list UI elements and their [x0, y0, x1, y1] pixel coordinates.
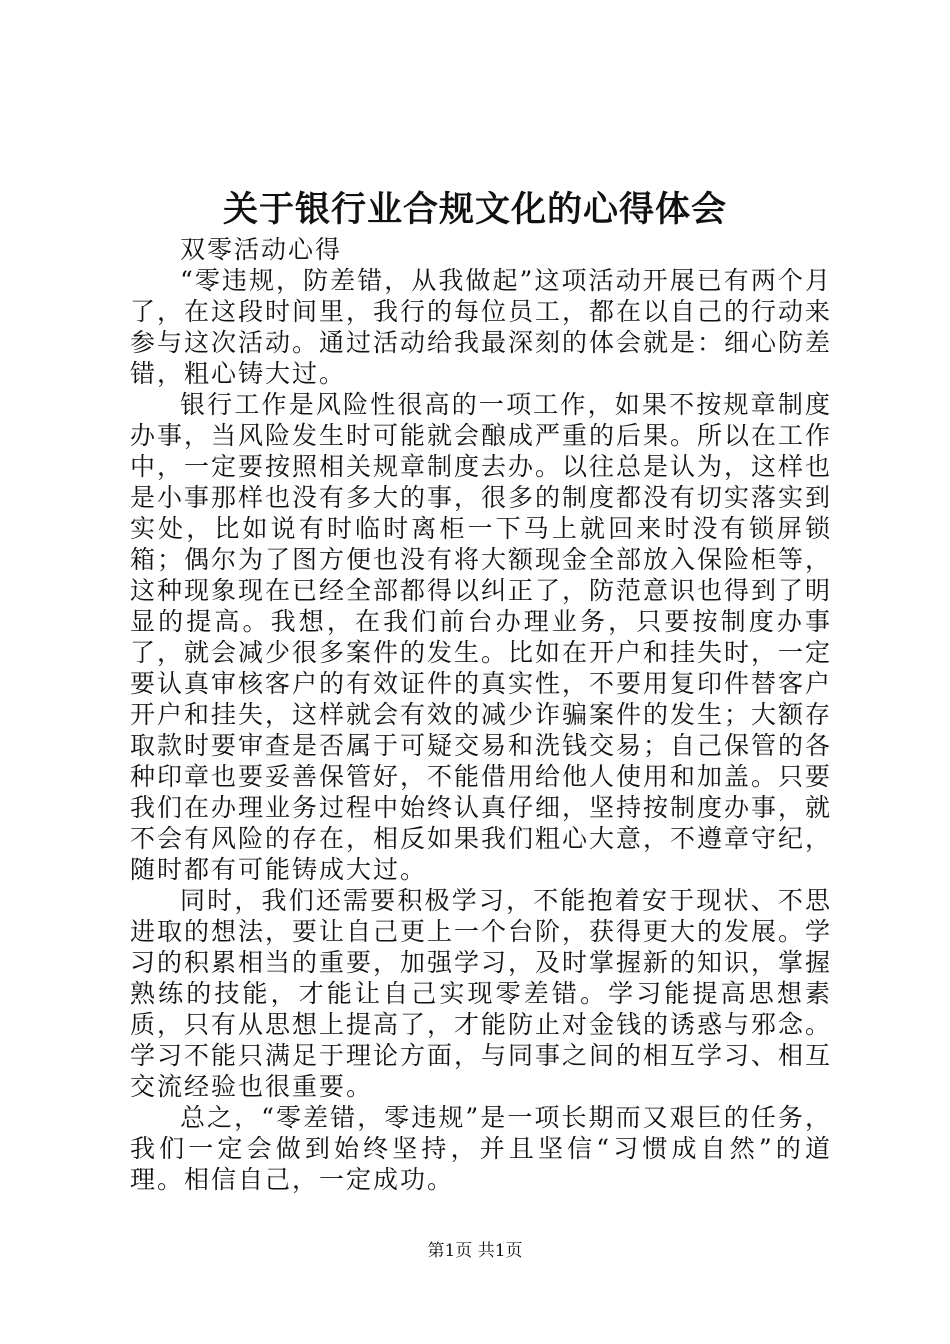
paragraph: 银行工作是风险性很高的一项工作，如果不按规章制度办事，当风险发生时可能就会酿成严重的后果。所以在工作中，一定要按照相关规章制度去办。以往总是认为，这样也是小事那样也没有多大的事，很多的制度都没有切实落实到实处，比如说有时临时离柜一下马上就回来时没有锁屏锁箱；偶尔为了图方便也没有将大额现金全部放入保险柜等，这种现象现在已经全部都得以纠正了，防范意识也得到了明显的提高。我想，在我们前台办理业务，只要按制度办事了，就会减少很多案件的发生。比如在开户和挂失时，一定要认真审核客户的有效证件的真实性，不要用复印件替客户开户和挂失，这样就会有效的减少诈骗案件的发生；大额存取款时要审查是否属于可疑交易和洗钱交易；自己保管的各种印章也要妥善保管好，不能借用给他人使用和加盖。只要我们在办理业务过程中始终认真仔细，坚持按制度办事，就不会有风险的存在，相反如果我们粗心大意，不遵章守纪，随时都有可能铸成大过。 — [130, 390, 833, 884]
paragraph-subtitle: 双零活动心得 — [180, 235, 343, 264]
document-body — [130, 234, 832, 1195]
paragraph: “零违规，防差错，从我做起”这项活动开展已有两个月了，在这段时间里，我行的每位员工，都在以自己的行动来参与这次活动。通过活动给我最深刻的体会就是：细心防差错，粗心铸大过。 — [130, 266, 833, 388]
paragraph: 同时，我们还需要积极学习，不能抱着安于现状、不思进取的想法，要让自己更上一个台阶，获得更大的发展。学习的积累相当的重要，加强学习，及时掌握新的知识，掌握熟练的技能，才能让自己实现零差错。学习能提高思想素质，只有从思想上提高了，才能防止对金钱的诱惑与邪念。学习不能只满足于理论方面，与同事之间的相互学习、相互交流经验也很重要。 — [130, 886, 833, 1101]
paragraph: 总之，“零差错，零违规”是一项长期而又艰巨的任务，我们一定会做到始终坚持，并且坚信“习惯成自然”的道理。相信自己，一定成功。 — [130, 1103, 832, 1194]
document-title: 关于银行业合规文化的心得体会 — [222, 189, 727, 230]
page-footer: 第1页 共1页 — [427, 1241, 523, 1261]
